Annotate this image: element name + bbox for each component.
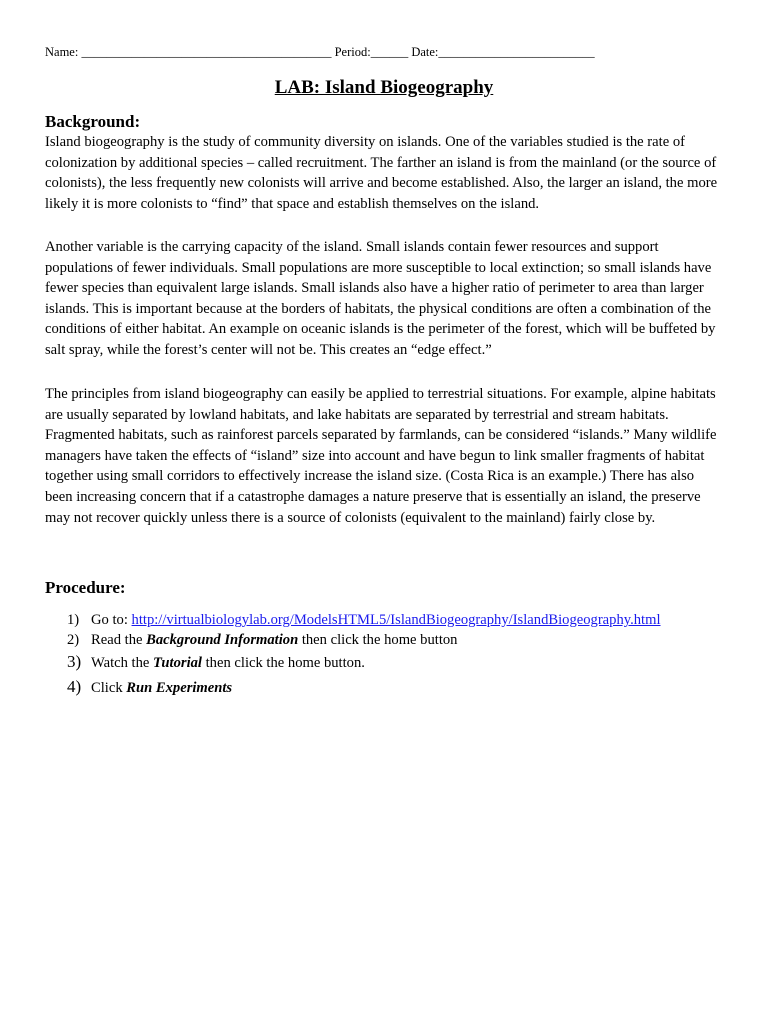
- step-text: then click the home button: [298, 632, 458, 648]
- step-emphasis: Background Information: [146, 632, 299, 648]
- period-blank: ______: [370, 45, 409, 59]
- step-number: 1): [67, 612, 80, 628]
- step-text: Click: [91, 680, 127, 696]
- background-paragraph-2: Another variable is the carrying capacity of the island. Small islands contain fewer resources and support populations of fewer individuals. Small populations are more susceptible to local extinction; so small islands have fewer species than equivalent large islands. Small islands also have a higher ratio of perimeter to area than larger islands. This is important because at the borders of habitats, the physical conditions are often a combination of the conditions of either habitat. An example on oceanic islands is the perimeter of the forest, which will be buffeted by salt spray, while the forest’s center will not be. This creates an “edge effect.”: [45, 239, 716, 358]
- procedure-step-3: [67, 650, 661, 675]
- background-heading: Background:: [45, 112, 141, 131]
- background-paragraph-3: The principles from island biogeography can easily be applied to terrestrial situations. For example, alpine habitats are usually separated by lowland habitats, and lake habitats are separated by terrestrial and stream habitats. Fragmented habitats, such as rainforest parcels separated by farmlands, can be considered “islands.” Many wildlife managers have taken the effects of “island” size into account and have begun to link smaller fragments of habitat together using small corridors to effectively increase the island size. (Costa Rica is an example.) There has also been increasing concern that if a catastrophe damages a nature preserve that is essentially an island, the preserve may not recover quickly unless there is a source of colonists (equivalent to the mainland) fairly close by.: [45, 386, 717, 526]
- procedure-list: [67, 610, 661, 700]
- step-emphasis: Tutorial: [153, 655, 202, 671]
- step-text: Read the: [91, 632, 147, 648]
- virtual-lab-link[interactable]: http://virtualbiologylab.org/ModelsHTML5/IslandBiogeography/IslandBiogeography.html: [131, 612, 661, 628]
- period-label: Period:: [334, 45, 371, 59]
- step-number: 3): [67, 652, 82, 671]
- step-number: 4): [67, 677, 82, 696]
- step-text: Watch the: [91, 655, 154, 671]
- procedure-step-2: [67, 630, 661, 650]
- step-emphasis: Run Experiments: [126, 680, 233, 696]
- date-blank: _________________________: [438, 45, 595, 59]
- name-blank: ________________________________________: [81, 45, 332, 59]
- step-text: Go to:: [91, 612, 132, 628]
- date-label: Date:: [411, 45, 439, 59]
- procedure-step-4: [67, 675, 661, 700]
- procedure-heading: Procedure:: [45, 578, 126, 597]
- procedure-step-1: [67, 610, 661, 630]
- background-paragraph-1: Island biogeography is the study of community diversity on islands. One of the variables studied is the rate of colonization by additional species – called recruitment. The farther an island is from the mainland (or the source of colonists), the less frequently new colonists will arrive and become established. Also, the larger an island, the more likely it is more colonists to “find” that space and establish themselves on the island.: [45, 134, 718, 212]
- header-fields: [45, 45, 595, 60]
- name-label: Name:: [45, 45, 79, 59]
- step-text: then click the home button.: [201, 655, 365, 671]
- step-number: 2): [67, 632, 80, 648]
- page-title: LAB: Island Biogeography: [274, 77, 494, 98]
